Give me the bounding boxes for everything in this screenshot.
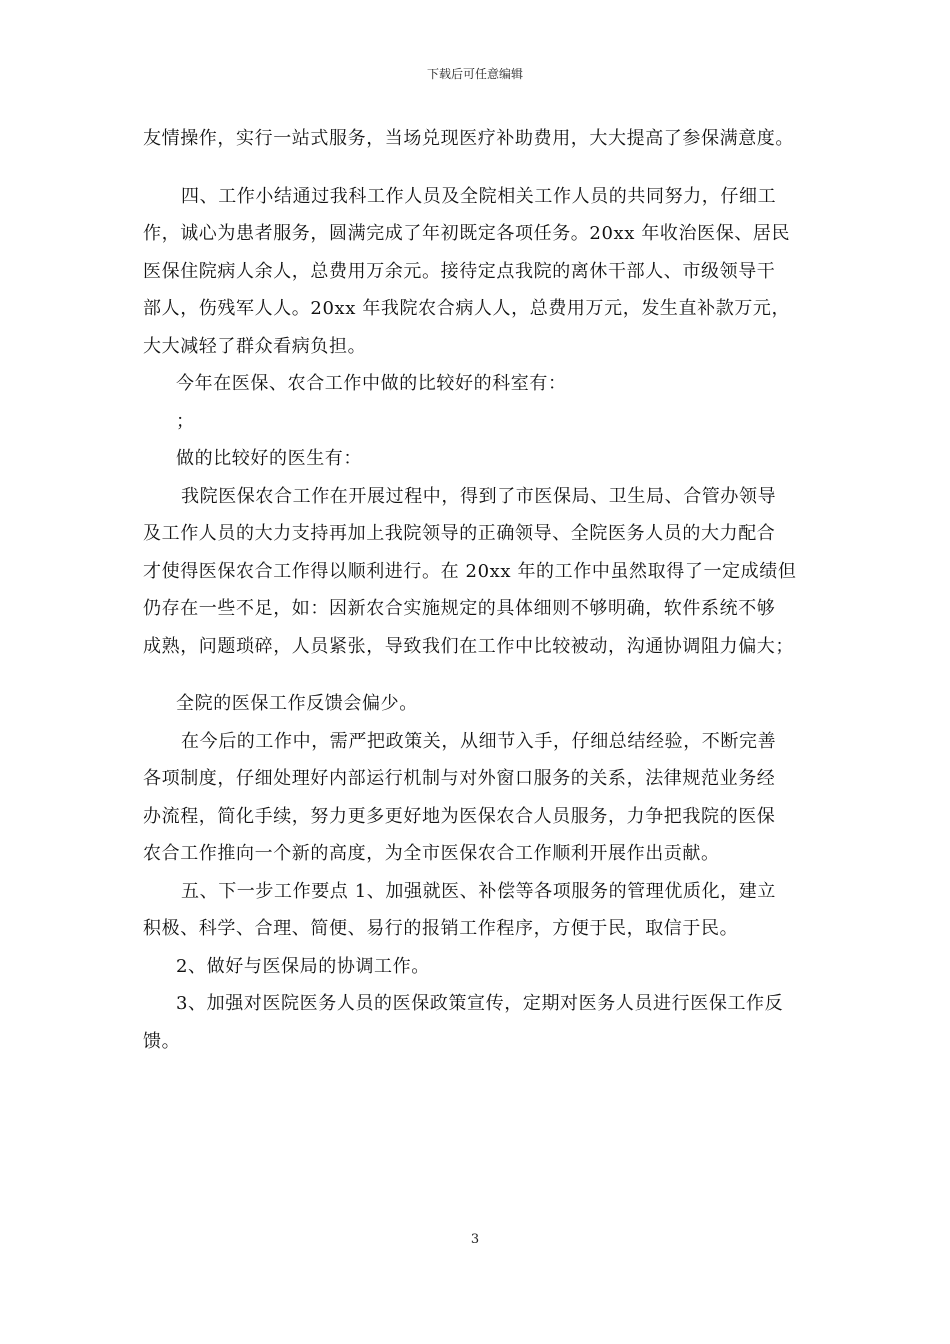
- document-body: [143, 120, 835, 1060]
- text-line: 医保住院病人余人，总费用万余元。接待定点我院的离休干部人、市级领导干: [143, 260, 776, 282]
- text-line: 农合工作推向一个新的高度，为全市医保农合工作顺利开展作出贡献。: [143, 843, 720, 864]
- text-line: 今年在医保、农合工作中做的比较好的科室有：: [176, 373, 567, 394]
- text-line: 馈。: [143, 1030, 181, 1052]
- text-line: 仍存在一些不足，如：因新农合实施规定的具体细则不够明确，软件系统不够: [143, 598, 776, 619]
- text-line: 四、工作小结通过我科工作人员及全院相关工作人员的共同努力，仔细工: [181, 185, 777, 207]
- text-line: ；: [176, 410, 195, 432]
- paragraph-gap: [143, 665, 835, 685]
- text-line: 3、加强对医院医务人员的医保政策宣传，定期对医务人员进行医保工作反: [176, 993, 784, 1014]
- text-line: 办流程，简化手续，努力更多更好地为医保农合人员服务，力争把我院的医保: [143, 805, 776, 827]
- text-line: 2、做好与医保局的协调工作。: [176, 955, 430, 977]
- page-number: 3: [470, 1232, 480, 1247]
- page-header: 下载后可任意编辑: [426, 67, 523, 81]
- text-line: 才使得医保农合工作得以顺利进行。在 20xx 年的工作中虽然取得了一定成绩但: [143, 560, 797, 582]
- text-line: 成熟，问题琐碎，人员紧张，导致我们在工作中比较被动，沟通协调阻力偏大；: [143, 635, 794, 657]
- text-line: 积极、科学、合理、简便、易行的报销工作程序，方便于民，取信于民。: [143, 918, 739, 939]
- paragraph-gap: [143, 158, 835, 178]
- text-line: 部人，伤残军人人。20xx 年我院农合病人人，总费用万元，发生直补款万元，: [143, 298, 791, 319]
- text-line: 及工作人员的大力支持再加上我院领导的正确领导、全院医务人员的大力配合: [143, 523, 776, 544]
- text-line: 友情操作，实行一站式服务，当场兑现医疗补助费用，大大提高了参保满意度。: [143, 128, 794, 149]
- text-line: 我院医保农合工作在开展过程中，得到了市医保局、卫生局、合管办领导: [181, 485, 777, 507]
- text-line: 在今后的工作中，需严把政策关，从细节入手，仔细总结经验，不断完善: [181, 730, 777, 752]
- text-line: 作，诚心为患者服务，圆满完成了年初既定各项任务。20xx 年收治医保、居民: [143, 223, 791, 244]
- text-line: 五、下一步工作要点 1、加强就医、补偿等各项服务的管理优质化，建立: [181, 880, 776, 902]
- text-line: 全院的医保工作反馈会偏少。: [176, 693, 418, 714]
- text-line: 做的比较好的医生有：: [176, 448, 362, 469]
- text-line: 各项制度，仔细处理好内部运行机制与对外窗口服务的关系，法律规范业务经: [143, 768, 776, 789]
- text-line: 大大减轻了群众看病负担。: [143, 335, 367, 357]
